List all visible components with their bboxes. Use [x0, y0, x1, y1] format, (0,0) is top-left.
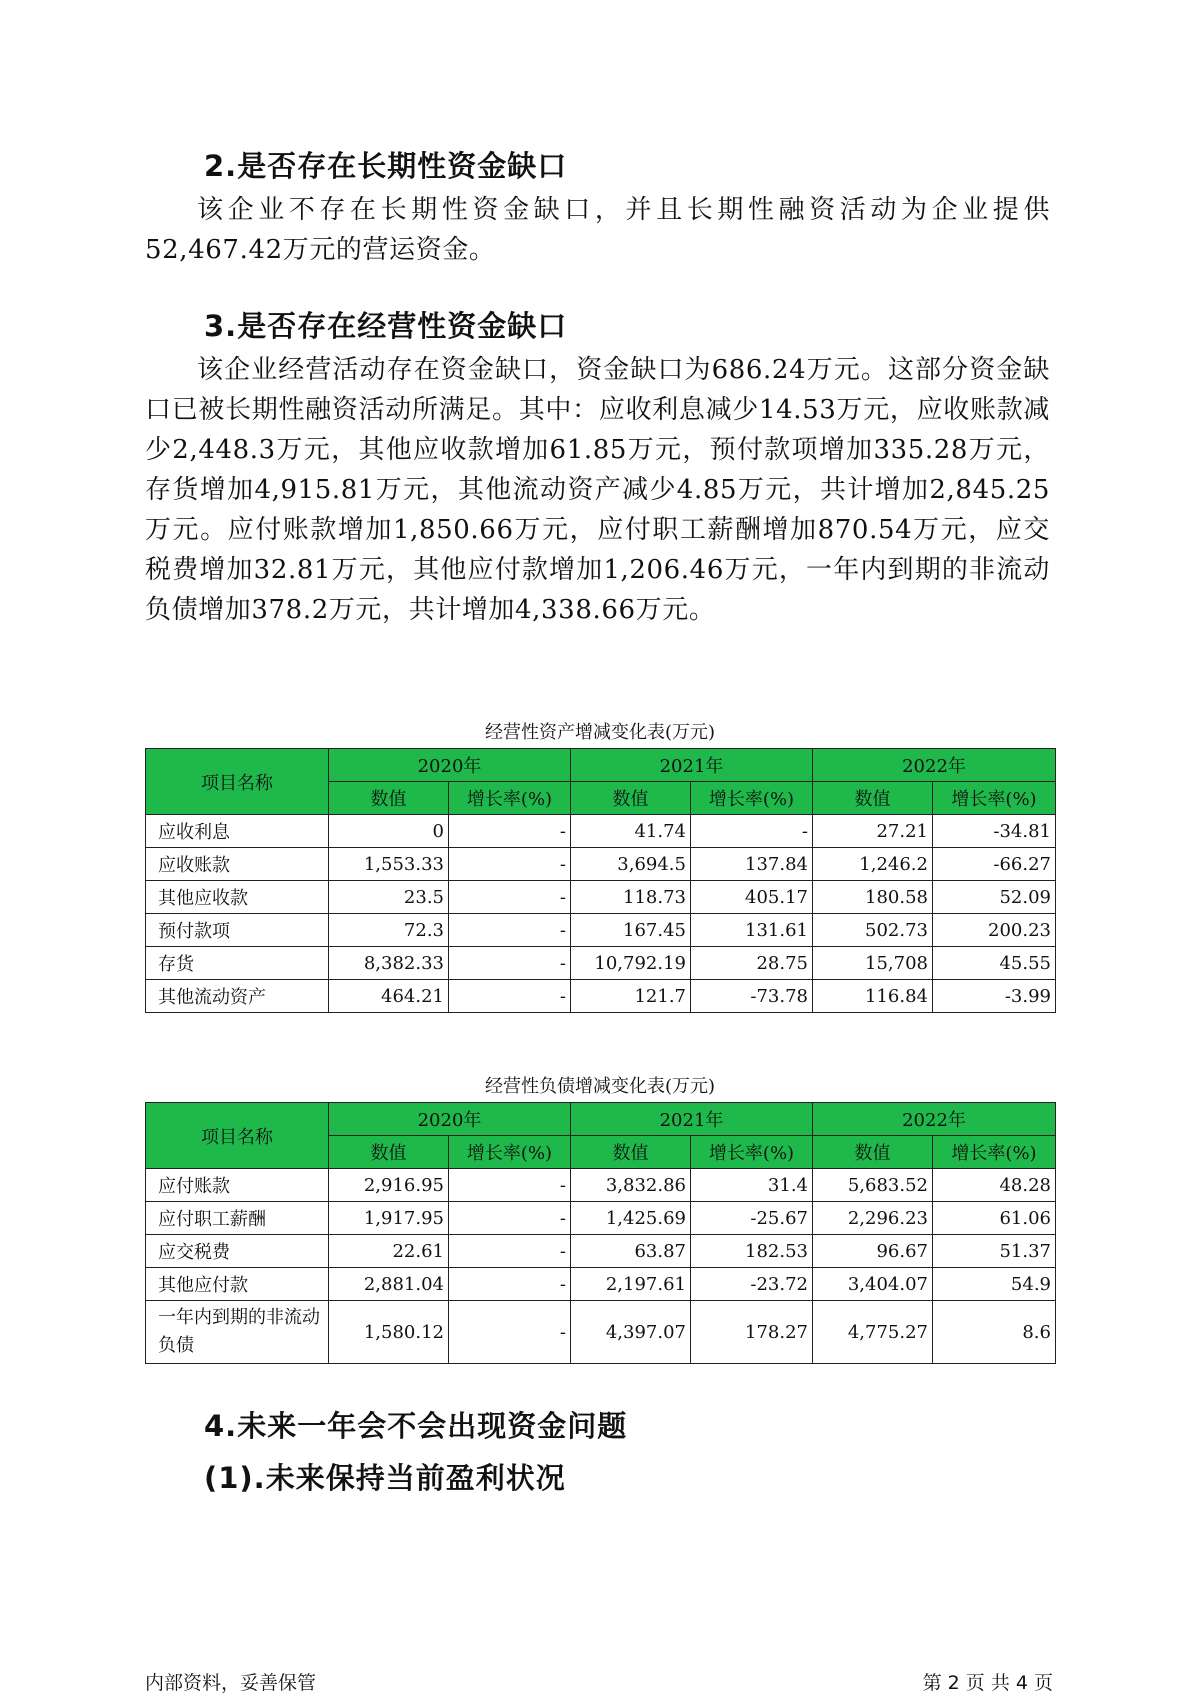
value-cell: 121.7: [571, 980, 691, 1013]
growth-rate-cell: 182.53: [691, 1235, 813, 1268]
year-header: 2022年: [813, 749, 1056, 782]
value-cell: 2,881.04: [329, 1268, 449, 1301]
value-cell: 15,708: [813, 947, 933, 980]
section-2-heading: 2.是否存在长期性资金缺口: [204, 149, 568, 183]
item-name-header: 项目名称: [146, 1103, 329, 1169]
table-row: [146, 1268, 1056, 1301]
year-header: 2021年: [571, 749, 813, 782]
growth-rate-cell: -: [449, 947, 571, 980]
growth-rate-cell: 178.27: [691, 1301, 813, 1364]
value-cell: 2,197.61: [571, 1268, 691, 1301]
item-name-cell: 应付账款: [146, 1169, 329, 1202]
value-header: 数值: [329, 1136, 449, 1169]
growth-rate-header: 增长率(%): [933, 782, 1056, 815]
item-name-cell: 其他流动资产: [146, 980, 329, 1013]
growth-rate-cell: -: [449, 1235, 571, 1268]
table-row: [146, 1235, 1056, 1268]
value-cell: 116.84: [813, 980, 933, 1013]
table-row: [146, 914, 1056, 947]
value-cell: 5,683.52: [813, 1169, 933, 1202]
growth-rate-cell: -34.81: [933, 815, 1056, 848]
value-cell: 72.3: [329, 914, 449, 947]
value-cell: 3,832.86: [571, 1169, 691, 1202]
growth-rate-cell: -: [691, 815, 813, 848]
year-header: 2021年: [571, 1103, 813, 1136]
growth-rate-cell: 137.84: [691, 848, 813, 881]
growth-rate-cell: -: [449, 881, 571, 914]
item-name-header: 项目名称: [146, 749, 329, 815]
growth-rate-cell: -66.27: [933, 848, 1056, 881]
item-name-cell: 一年内到期的非流动负债: [146, 1301, 329, 1364]
growth-rate-cell: -: [449, 980, 571, 1013]
item-name-cell: 应收利息: [146, 815, 329, 848]
growth-rate-cell: -23.72: [691, 1268, 813, 1301]
growth-rate-cell: -: [449, 848, 571, 881]
growth-rate-cell: -: [449, 1169, 571, 1202]
value-cell: 1,917.95: [329, 1202, 449, 1235]
growth-rate-cell: -: [449, 914, 571, 947]
value-cell: 464.21: [329, 980, 449, 1013]
table-row: [146, 1301, 1056, 1364]
item-name-cell: 存货: [146, 947, 329, 980]
table-body: [146, 1169, 1056, 1364]
growth-rate-cell: -: [449, 1268, 571, 1301]
growth-rate-cell: -: [449, 1301, 571, 1364]
value-cell: 2,296.23: [813, 1202, 933, 1235]
table-1-caption: 经营性资产增减变化表(万元): [484, 722, 716, 743]
value-cell: 1,553.33: [329, 848, 449, 881]
growth-rate-cell: 54.9: [933, 1268, 1056, 1301]
value-cell: 22.61: [329, 1235, 449, 1268]
growth-rate-header: 增长率(%): [691, 782, 813, 815]
growth-rate-cell: -3.99: [933, 980, 1056, 1013]
value-cell: 1,246.2: [813, 848, 933, 881]
growth-rate-cell: 61.06: [933, 1202, 1056, 1235]
growth-rate-cell: 45.55: [933, 947, 1056, 980]
growth-rate-cell: -25.67: [691, 1202, 813, 1235]
item-name-cell: 应付职工薪酬: [146, 1202, 329, 1235]
item-name-cell: 其他应收款: [146, 881, 329, 914]
value-cell: 23.5: [329, 881, 449, 914]
table-row: [146, 1169, 1056, 1202]
table-row: [146, 947, 1056, 980]
year-header: 2020年: [329, 1103, 571, 1136]
growth-rate-cell: 51.37: [933, 1235, 1056, 1268]
growth-rate-cell: 200.23: [933, 914, 1056, 947]
item-name-cell: 其他应付款: [146, 1268, 329, 1301]
table-row: [146, 881, 1056, 914]
section-3-paragraph: 该企业经营活动存在资金缺口，资金缺口为686.24万元。这部分资金缺口已被长期性融资活动所满足。其中：应收利息减少14.53万元，应收账款减少2,448.3万元，其他应收款增加61.85万元，预付款项增加335.28万元，存货增加4,915.81万元，其他流动资产减少4.85万元，共计增加2,845.25万元。应付账款增加1,850.66万元，应付职工薪酬增加870.54万元，应交税费增加32.81万元，其他应付款增加1,206.46万元，一年内到期的非流动负债增加378.2万元，共计增加4,338.66万元。: [145, 355, 1050, 625]
value-cell: 3,694.5: [571, 848, 691, 881]
value-cell: 0: [329, 815, 449, 848]
item-name-cell: 应交税费: [146, 1235, 329, 1268]
footer-page-number: 第 2 页 共 4 页: [922, 1672, 1053, 1694]
value-cell: 502.73: [813, 914, 933, 947]
operating-liabilities-table: [145, 1102, 1056, 1364]
table-body: [146, 815, 1056, 1013]
value-cell: 167.45: [571, 914, 691, 947]
table-row: [146, 848, 1056, 881]
growth-rate-header: 增长率(%): [933, 1136, 1056, 1169]
value-cell: 180.58: [813, 881, 933, 914]
value-cell: 4,397.07: [571, 1301, 691, 1364]
growth-rate-cell: -: [449, 1202, 571, 1235]
value-cell: 3,404.07: [813, 1268, 933, 1301]
table-2-caption: 经营性负债增减变化表(万元): [484, 1076, 716, 1097]
value-cell: 41.74: [571, 815, 691, 848]
value-header: 数值: [571, 1136, 691, 1169]
year-header: 2022年: [813, 1103, 1056, 1136]
table-row: [146, 1202, 1056, 1235]
growth-rate-cell: -73.78: [691, 980, 813, 1013]
growth-rate-header: 增长率(%): [449, 782, 571, 815]
section-4-heading: 4.未来一年会不会出现资金问题: [204, 1409, 628, 1443]
footer-confidential-note: 内部资料，妥善保管: [145, 1672, 317, 1694]
value-header: 数值: [571, 782, 691, 815]
table-row: [146, 815, 1056, 848]
section-2-paragraph: 该企业不存在长期性资金缺口，并且长期性融资活动为企业提供52,467.42万元的营运资金。: [145, 195, 1050, 265]
growth-rate-cell: 28.75: [691, 947, 813, 980]
operating-assets-table: [145, 748, 1056, 1013]
value-cell: 1,580.12: [329, 1301, 449, 1364]
growth-rate-cell: 131.61: [691, 914, 813, 947]
section-3-heading: 3.是否存在经营性资金缺口: [204, 309, 568, 343]
value-cell: 118.73: [571, 881, 691, 914]
item-name-cell: 预付款项: [146, 914, 329, 947]
growth-rate-cell: 52.09: [933, 881, 1056, 914]
value-cell: 27.21: [813, 815, 933, 848]
section-4-subheading: (1).未来保持当前盈利状况: [204, 1461, 566, 1495]
value-cell: 4,775.27: [813, 1301, 933, 1364]
value-cell: 2,916.95: [329, 1169, 449, 1202]
year-header: 2020年: [329, 749, 571, 782]
value-cell: 63.87: [571, 1235, 691, 1268]
value-cell: 96.67: [813, 1235, 933, 1268]
growth-rate-cell: 8.6: [933, 1301, 1056, 1364]
item-name-cell: 应收账款: [146, 848, 329, 881]
value-cell: 8,382.33: [329, 947, 449, 980]
growth-rate-cell: -: [449, 815, 571, 848]
growth-rate-header: 增长率(%): [449, 1136, 571, 1169]
value-header: 数值: [813, 1136, 933, 1169]
value-header: 数值: [813, 782, 933, 815]
growth-rate-cell: 48.28: [933, 1169, 1056, 1202]
table-row: [146, 980, 1056, 1013]
growth-rate-cell: 31.4: [691, 1169, 813, 1202]
value-header: 数值: [329, 782, 449, 815]
growth-rate-header: 增长率(%): [691, 1136, 813, 1169]
value-cell: 10,792.19: [571, 947, 691, 980]
growth-rate-cell: 405.17: [691, 881, 813, 914]
value-cell: 1,425.69: [571, 1202, 691, 1235]
